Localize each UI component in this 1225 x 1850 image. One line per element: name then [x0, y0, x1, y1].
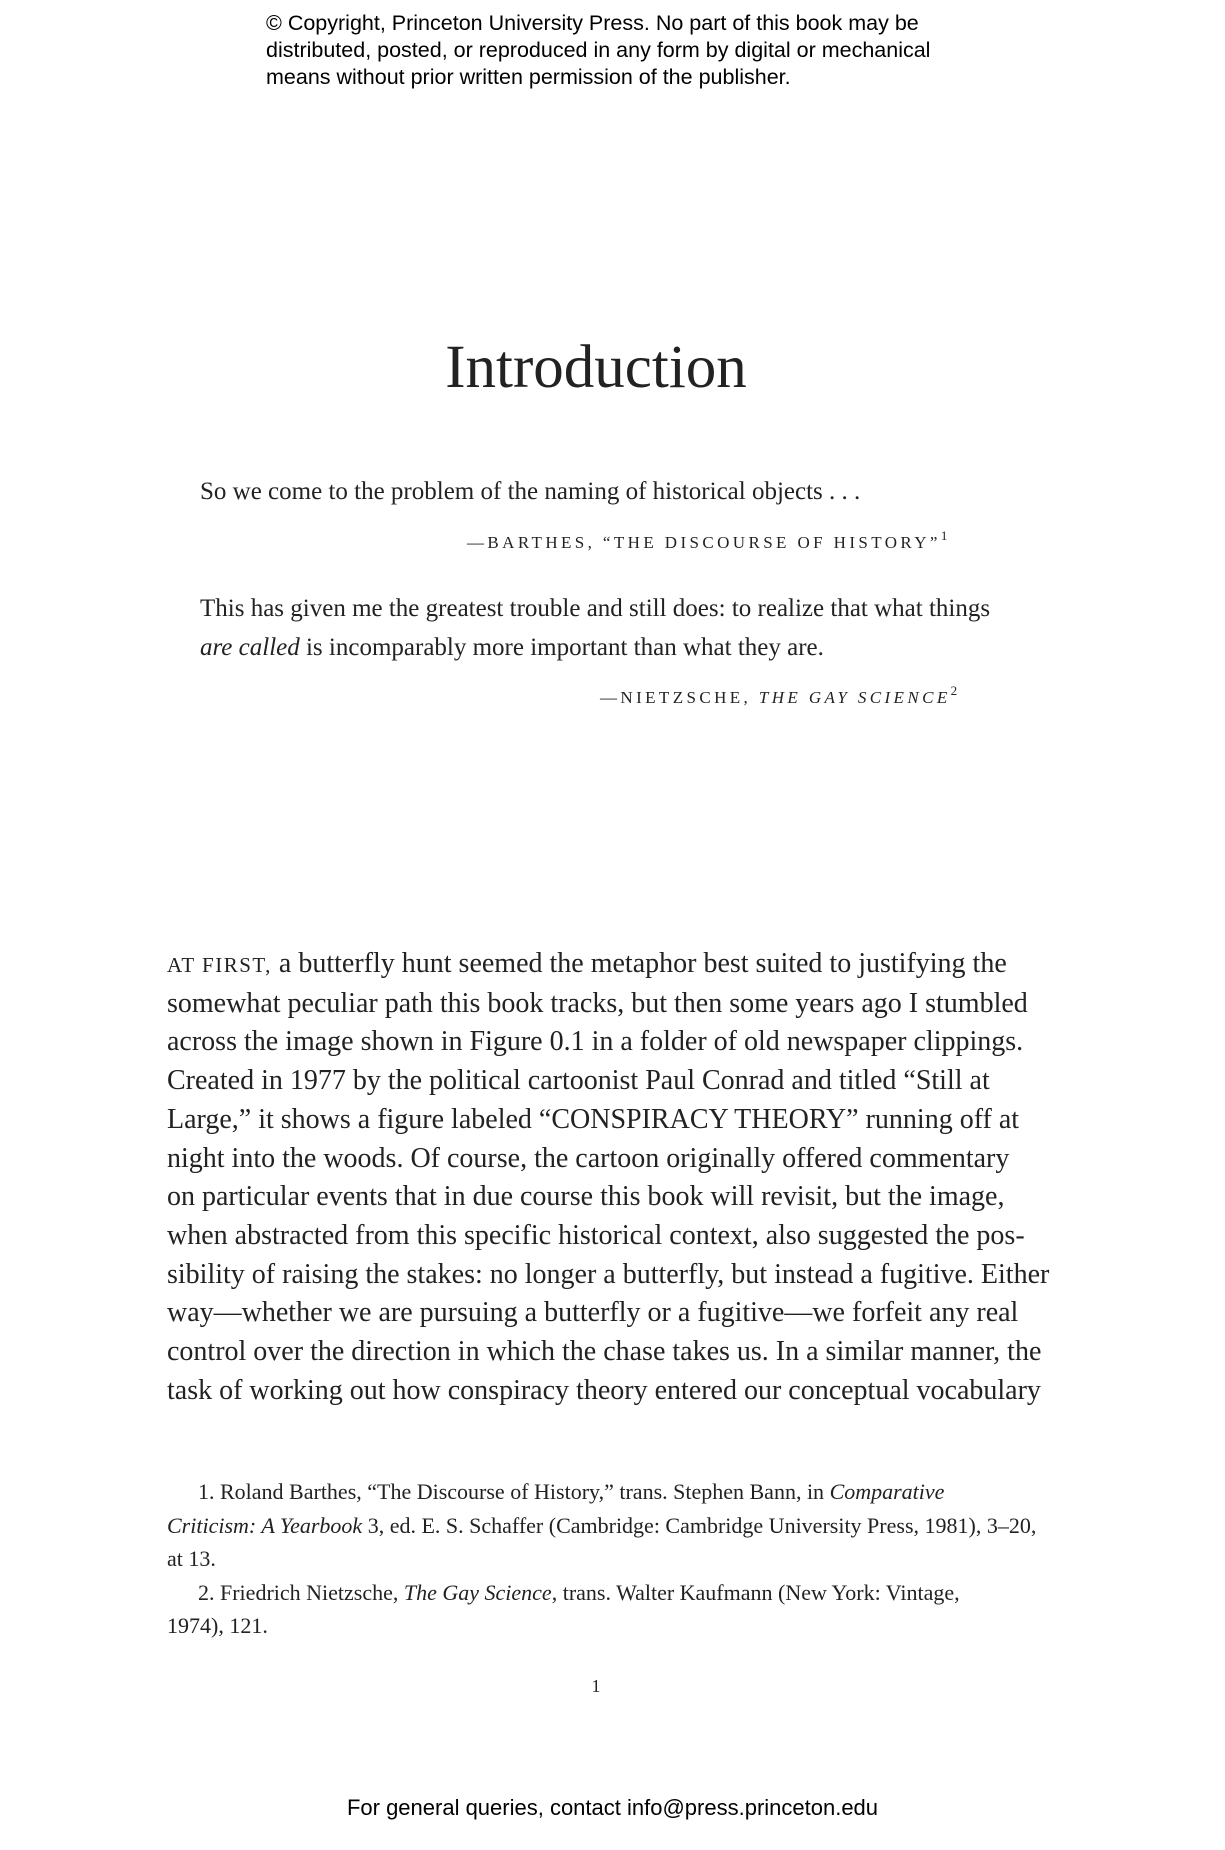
epigraph-1-attribution-text: —BARTHES, “THE DISCOURSE OF HISTORY” [467, 533, 941, 552]
footnote-1-text-cont: 3, ed. E. S. Schaffer (Cambridge: Cambridge University Press, 1981), 3–20, [362, 1512, 1037, 1538]
body-paragraph [167, 945, 1050, 1410]
copyright-notice [266, 10, 986, 91]
body-line: on particular events that in due course this book will revisit, but the image, [167, 1181, 1005, 1213]
epigraph-1-text: So we come to the problem of the naming of historical objects . . . [200, 478, 861, 505]
body-line-1-rest: a butterfly hunt seemed the metaphor best suited to justifying the [271, 948, 1007, 979]
epigraph-1-attribution [467, 528, 948, 553]
footnote-1-line-2 [167, 1509, 1037, 1543]
footnote-1-title: Comparative [829, 1479, 945, 1504]
body-line: Created in 1977 by the political cartoonist Paul Conrad and titled “Still at [167, 1065, 990, 1097]
footnote-ref-2[interactable]: 2 [950, 683, 958, 698]
epigraph-2-author: —NIETZSCHE, [600, 688, 759, 707]
body-line: Large,” it shows a figure labeled “CONSPIRACY THEORY” running off at [167, 1103, 1020, 1135]
body-line: somewhat peculiar path this book tracks, but then some years ago I stumbled [167, 987, 1028, 1019]
footnotes [167, 1475, 1037, 1643]
footnote-ref-1[interactable]: 1 [940, 528, 948, 543]
page-number: 1 [591, 1676, 601, 1696]
footnote-2-text-cont: , trans. Walter Kaufmann (New York: Vintage, [551, 1579, 960, 1605]
epigraph-2-italic: are called [200, 634, 300, 661]
body-line [167, 945, 1027, 985]
footnote-2-text: 2. Friedrich Nietzsche, [198, 1579, 404, 1605]
body-line: way—whether we are pursuing a butterfly or a fugitive—we forfeit any real [167, 1297, 1019, 1329]
body-line: when abstracted from this specific historical context, also suggested the pos- [167, 1219, 1025, 1251]
chapter-title: Introduction [445, 334, 747, 401]
epigraph-2-line-2-rest: is incomparably more important than what they are. [299, 634, 824, 661]
footnote-2-title: The Gay Science [403, 1579, 552, 1605]
contact-footer: For general queries, contact info@press.princeton.edu [346, 1795, 879, 1820]
body-line: control over the direction in which the chase takes us. In a similar manner, the [167, 1336, 1042, 1368]
footnote-2-line-2: 1974), 121. [167, 1613, 268, 1638]
footnote-1-line-1 [167, 1475, 1027, 1509]
body-line: across the image shown in Figure 0.1 in a folder of old newspaper clippings. [167, 1026, 1024, 1058]
lead-in-smallcaps: AT FIRST, [167, 953, 272, 977]
footnote-1-line-3: at 13. [167, 1546, 216, 1571]
body-line: sibility of raising the stakes: no longer a butterfly, but instead a fugitive. Either [167, 1258, 1050, 1290]
epigraph-2-work: THE GAY SCIENCE [758, 688, 951, 707]
epigraph-2-line-1: This has given me the greatest trouble and still does: to realize that what things [200, 595, 991, 622]
copyright-line: means without prior written permission of the publisher. [266, 65, 791, 89]
footnote-2-line-1 [167, 1576, 1027, 1610]
body-line: task of working out how conspiracy theory entered our conceptual vocabulary [167, 1374, 1041, 1406]
body-line: night into the woods. Of course, the cartoon originally offered commentary [167, 1142, 1010, 1174]
footnote-1-title-cont: Criticism: A Yearbook [167, 1512, 363, 1538]
epigraph-2-attribution [600, 683, 958, 708]
footnote-1-text: 1. Roland Barthes, “The Discourse of History,” trans. Stephen Bann, in [198, 1479, 830, 1504]
epigraph-2-line-2 [200, 634, 824, 662]
copyright-line: distributed, posted, or reproduced in any form by digital or mechanical [266, 38, 931, 62]
copyright-line: © Copyright, Princeton University Press. No part of this book may be [266, 11, 919, 35]
